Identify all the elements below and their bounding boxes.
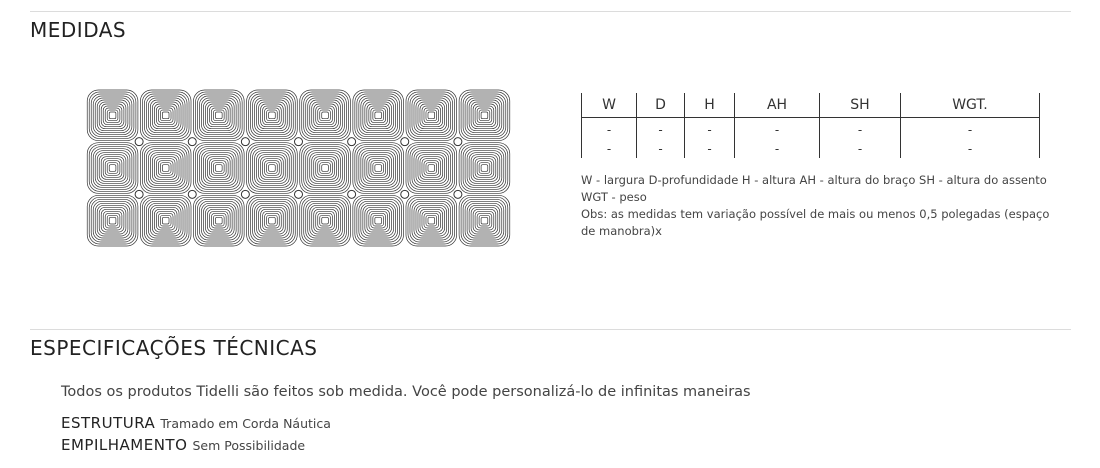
pattern-tile xyxy=(459,195,510,246)
header-d: D xyxy=(637,93,685,118)
pattern-tile xyxy=(459,90,510,141)
legend-text: W - largura D-profundidade H - altura AH - altura do braço SH - altura do assento WGT - peso xyxy=(581,173,1047,204)
pattern-tile xyxy=(353,195,404,246)
pattern-tile xyxy=(300,90,351,141)
pattern-tile xyxy=(300,143,351,194)
pattern-knot xyxy=(241,190,249,198)
pattern-knot xyxy=(295,138,303,146)
pattern-knot xyxy=(188,190,196,198)
pattern-tile xyxy=(87,195,138,246)
cell: - xyxy=(637,118,685,140)
spec-value: Tramado em Corda Náutica xyxy=(160,416,331,431)
specs-intro: Todos os produtos Tidelli são feitos sob medida. Você pode personalizá-lo de infinitas maneiras xyxy=(61,384,751,400)
header-wgt: WGT. xyxy=(901,93,1040,118)
cell: - xyxy=(637,139,685,158)
pattern-tile xyxy=(87,143,138,194)
cell: - xyxy=(820,118,901,140)
pattern-tile xyxy=(353,90,404,141)
pattern-knot xyxy=(454,138,462,146)
spec-empilhamento xyxy=(61,435,305,454)
pattern-tile xyxy=(247,195,298,246)
pattern-tile xyxy=(247,143,298,194)
cell: - xyxy=(901,139,1040,158)
pattern-knot xyxy=(454,190,462,198)
cell: - xyxy=(582,118,637,140)
pattern-knot xyxy=(401,138,409,146)
specs-title: ESPECIFICAÇÕES TÉCNICAS xyxy=(30,336,318,360)
cell: - xyxy=(735,118,820,140)
pattern-knot xyxy=(135,190,143,198)
header-w: W xyxy=(582,93,637,118)
product-pattern-image xyxy=(86,89,511,247)
pattern-knot xyxy=(401,190,409,198)
pattern-knot xyxy=(348,138,356,146)
header-ah: AH xyxy=(735,93,820,118)
pattern-tile xyxy=(140,90,191,141)
pattern-tile xyxy=(193,195,244,246)
medidas-title: MEDIDAS xyxy=(30,18,127,42)
pattern-knot xyxy=(188,138,196,146)
pattern-tile xyxy=(406,195,457,246)
pattern-tile xyxy=(193,90,244,141)
cell: - xyxy=(685,118,735,140)
cell: - xyxy=(901,118,1040,140)
top-divider xyxy=(30,11,1071,12)
pattern-tile xyxy=(193,143,244,194)
pattern-tile xyxy=(406,143,457,194)
table-row xyxy=(582,118,1040,140)
pattern-tile xyxy=(459,143,510,194)
pattern-tile xyxy=(140,143,191,194)
pattern-tile xyxy=(87,90,138,141)
dimensions-table xyxy=(581,93,1040,158)
spec-label: ESTRUTURA xyxy=(61,414,156,432)
pattern-tile xyxy=(247,90,298,141)
obs-text: Obs: as medidas tem variação possível de mais ou menos 0,5 polegadas (espaço de manobra)x xyxy=(581,207,1050,238)
dimensions-legend xyxy=(581,172,1051,240)
cell: - xyxy=(582,139,637,158)
cell: - xyxy=(820,139,901,158)
spec-value: Sem Possibilidade xyxy=(192,438,306,453)
pattern-knot xyxy=(241,138,249,146)
table-row xyxy=(582,139,1040,158)
pattern-tile xyxy=(140,195,191,246)
header-sh: SH xyxy=(820,93,901,118)
section-divider xyxy=(30,329,1071,330)
cell: - xyxy=(685,139,735,158)
pattern-knot xyxy=(295,190,303,198)
pattern-knot xyxy=(348,190,356,198)
cell: - xyxy=(735,139,820,158)
header-h: H xyxy=(685,93,735,118)
pattern-tile xyxy=(353,143,404,194)
spec-label: EMPILHAMENTO xyxy=(61,436,188,454)
pattern-tile xyxy=(300,195,351,246)
dimensions-header-row xyxy=(582,93,1040,118)
pattern-tile xyxy=(406,90,457,141)
pattern-knot xyxy=(135,138,143,146)
spec-estrutura xyxy=(61,413,331,432)
